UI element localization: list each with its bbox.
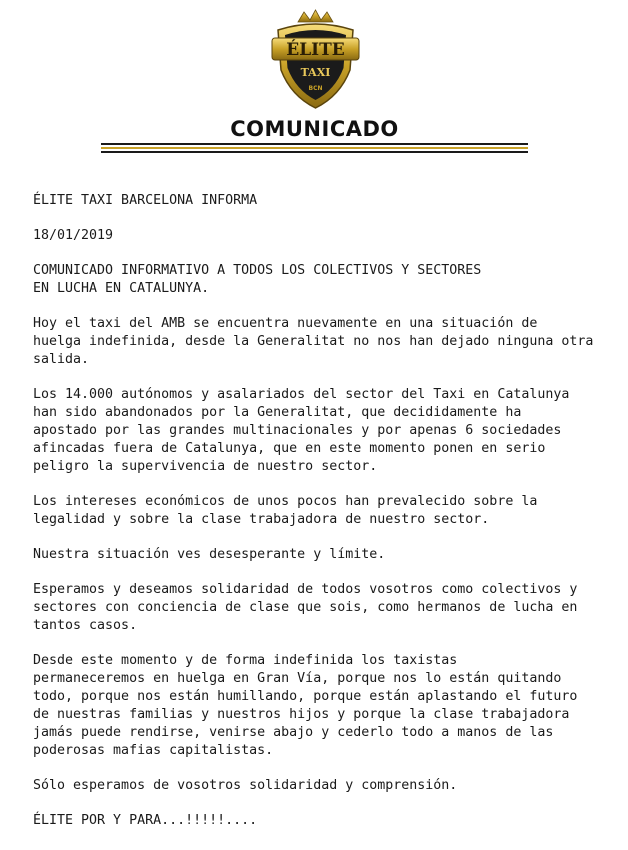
org-line: ÉLITE TAXI BARCELONA INFORMA [33,193,258,208]
subject-line: COMUNICADO INFORMATIVO A TODOS LOS COLECTIVOS Y SECTORES EN LUCHA EN CATALUNYA. [33,263,482,296]
paragraph: Hoy el taxi del AMB se encuentra nuevamente en una situación de huelga indefinida, desde la Generalitat no nos han dejado ninguna otra salida. [33,316,594,367]
paragraph: Esperamos y deseamos solidaridad de todos vosotros como colectivos y sectores con conciencia de clase que sois, como hermanos de lucha en tantos casos. [33,582,578,633]
title-rule-line-top [101,143,528,145]
elite-taxi-shield-icon [268,8,363,112]
title-rule [101,116,528,156]
logo-brand-text: ÉLITE [286,40,345,60]
paragraph: Nuestra situación ves desesperante y límite. [33,547,386,562]
paragraph: Los 14.000 autónomos y asalariados del sector del Taxi en Catalunya han sido abandonados por la Generalitat, que decididamente ha apostado por las grandes multinacionales y por apenas 6 sociedades afincadas fuera de Catalunya, que en este momento ponen en serio peligro la supervivencia de nuestro sector. [33,387,570,474]
title-rule-line-gold [101,147,528,149]
paragraph: Los intereses económicos de unos pocos han prevalecido sobre la legalidad y sobre la clase trabajadora de nuestro sector. [33,494,538,527]
title-rule-line-bottom [101,151,528,153]
elite-taxi-logo [268,8,363,112]
page-title-text: COMUNICADO [222,117,407,141]
page-title [101,116,528,142]
logo-sub-text: TAXI [300,66,331,79]
logo-city-text: BCN [308,85,323,92]
paragraph: Desde este momento y de forma indefinida los taxistas permaneceremos en huelga en Gran Vía, porque nos lo están quitando todo, porque nos están humillando, porque están aplastando el futuro de nuestras familias y nuestros hijos y porque la clase trabajadora jamás puede rendirse, venirse abajo y cederlo todo a manos de las poderosas mafias capitalistas. [33,653,578,758]
date-line: 18/01/2019 [33,228,114,243]
document-body [33,192,613,847]
closing-line: ÉLITE POR Y PARA...!!!!!.... [33,813,258,828]
paragraph: Sólo esperamos de vosotros solidaridad y comprensión. [33,778,458,793]
